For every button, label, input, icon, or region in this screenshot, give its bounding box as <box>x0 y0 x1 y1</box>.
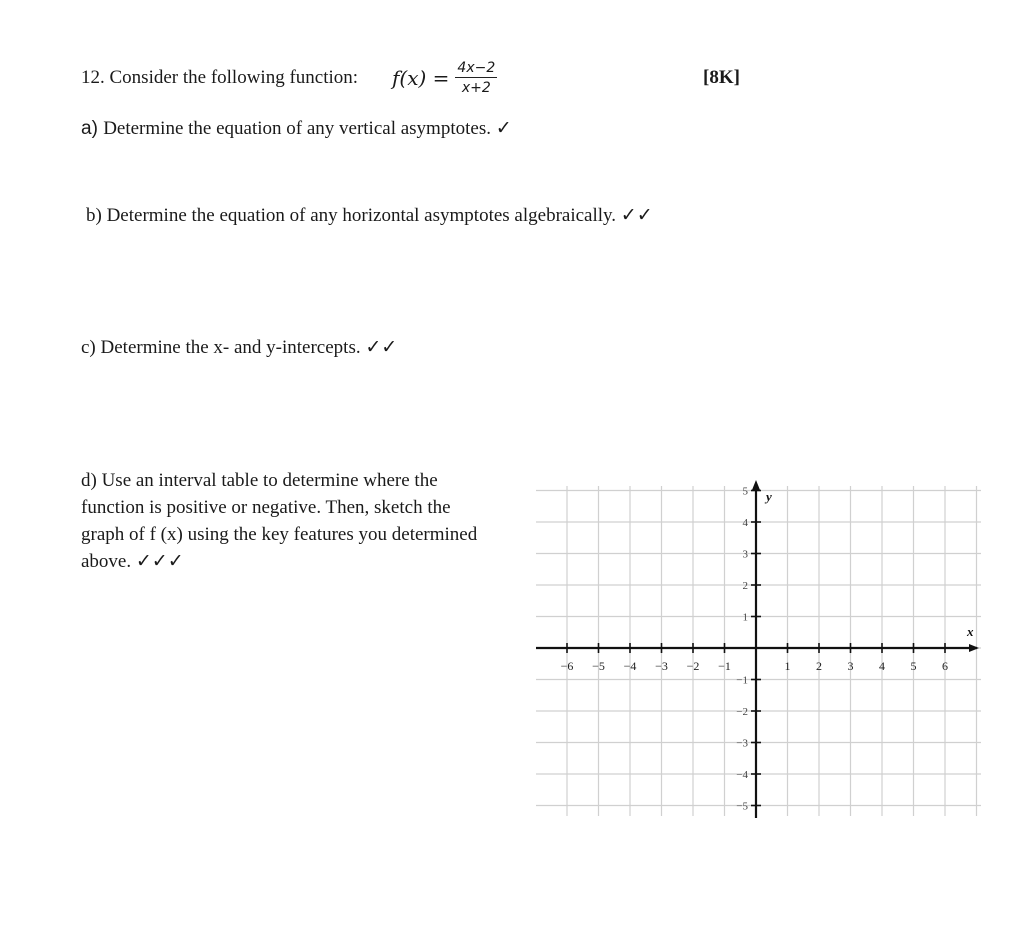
y-tick-label: −4 <box>736 769 748 781</box>
y-tick-label: −1 <box>736 674 748 687</box>
marks-badge: [8K] <box>703 67 740 88</box>
part-d-line: d) Use an interval table to determine where the <box>81 470 438 491</box>
part-d-line: above. ✓✓✓ <box>81 551 184 572</box>
part-d <box>81 467 521 575</box>
x-tick-label: 3 <box>847 659 854 673</box>
part-a-text: Determine the equation of any vertical asymptotes. ✓ <box>103 118 512 139</box>
x-tick-label: 6 <box>942 659 948 673</box>
function-fraction <box>455 60 497 96</box>
y-tick-label: 2 <box>742 580 748 592</box>
y-tick-label: 1 <box>742 611 748 624</box>
coordinate-grid[interactable] <box>536 480 981 820</box>
x-tick-label: 2 <box>816 659 822 673</box>
fraction-numerator: 4x−2 <box>457 60 496 76</box>
x-tick-label: −4 <box>623 659 637 673</box>
y-axis-label: y <box>766 489 772 504</box>
x-axis-label: x <box>967 624 974 639</box>
y-tick-label: 4 <box>742 517 748 529</box>
x-tick-label: −3 <box>655 659 668 673</box>
fraction-denominator: x+2 <box>461 80 491 96</box>
x-tick-label: −6 <box>560 659 574 673</box>
function-lhs: f(x) = <box>392 66 450 90</box>
part-d-line: graph of f (x) using the key features you determined <box>81 524 478 545</box>
x-tick-label: 4 <box>879 659 885 673</box>
y-tick-label: −2 <box>736 706 748 718</box>
x-tick-label: −2 <box>686 659 700 673</box>
part-b: b) Determine the equation of any horizontal asymptotes algebraically. ✓✓ <box>86 205 653 226</box>
part-c: c) Determine the x- and y-intercepts. ✓✓ <box>81 337 398 358</box>
y-tick-label: −5 <box>736 800 748 813</box>
y-tick-label: 3 <box>742 548 748 561</box>
x-tick-label: −5 <box>592 659 605 673</box>
part-a-label: a) <box>81 118 98 139</box>
function-definition <box>392 60 497 96</box>
x-tick-label: 5 <box>910 659 917 673</box>
y-tick-label: −3 <box>736 737 748 750</box>
x-tick-label: 1 <box>784 659 791 673</box>
x-tick-label: −1 <box>718 659 731 673</box>
y-axis-arrow <box>752 480 760 490</box>
question-title: 12. Consider the following function: <box>81 67 359 88</box>
part-d-line: function is positive or negative. Then, sketch the <box>81 497 451 518</box>
part-a <box>81 117 512 140</box>
x-axis-arrow <box>969 644 979 652</box>
y-tick-label: 5 <box>742 485 748 498</box>
